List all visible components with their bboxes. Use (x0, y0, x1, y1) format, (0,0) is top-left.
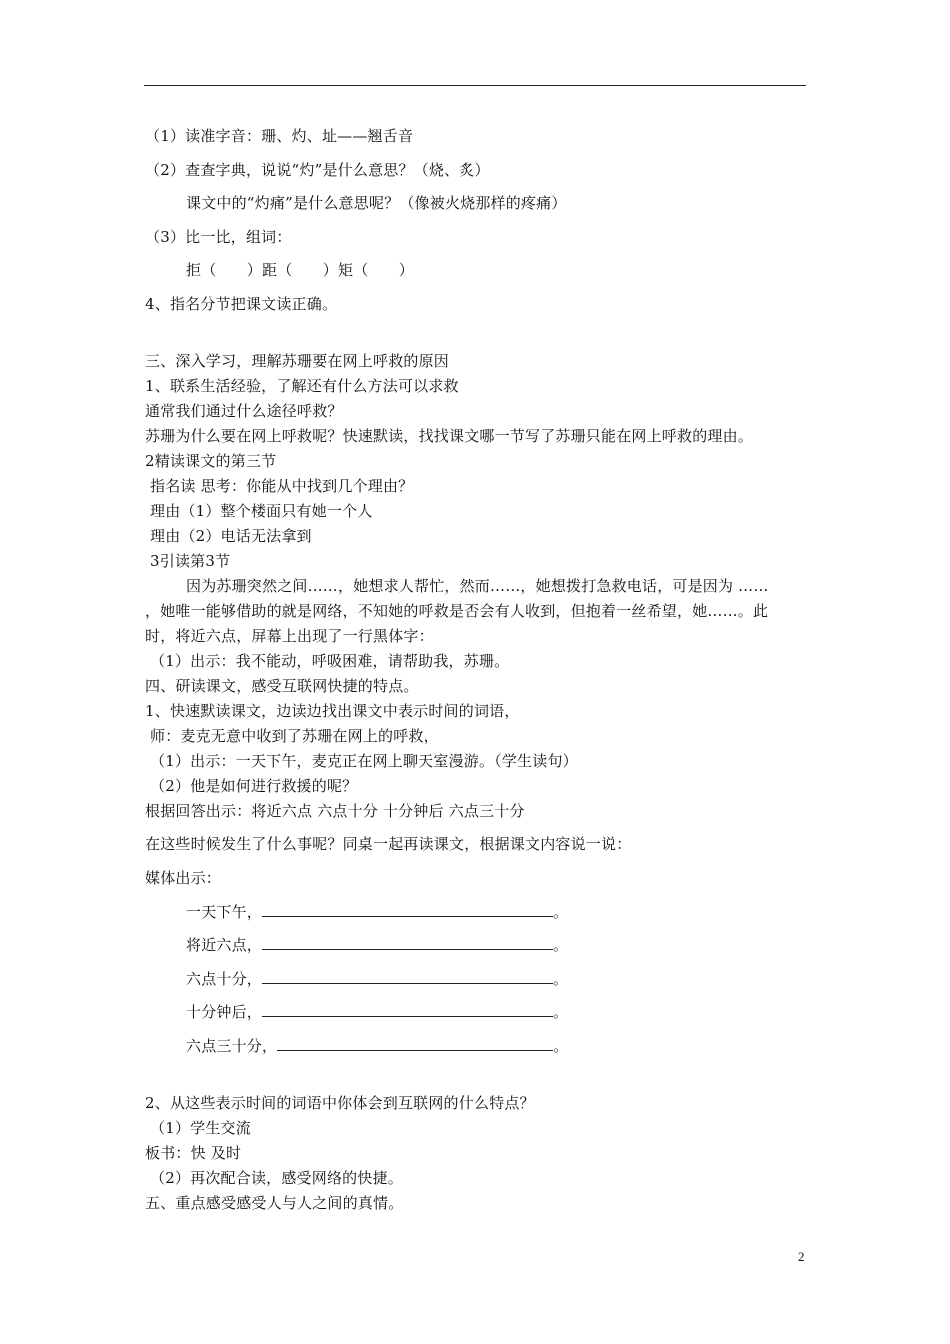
fill-in-label: 六点十分， (186, 970, 263, 988)
fill-in-end: 。 (553, 903, 569, 921)
fill-in-end: 。 (553, 1003, 569, 1021)
text-line: 理由（1）整个楼面只有她一个人 (150, 502, 373, 520)
text-line: 在这些时候发生了什么事呢？同桌一起再读课文，根据课文内容说一说： (145, 835, 632, 853)
text-line: （1）出示：一天下午，麦克正在网上聊天室漫游。（学生读句） (150, 752, 578, 770)
text-line: 4、指名分节把课文读正确。 (145, 295, 338, 313)
fill-in-line (186, 969, 568, 989)
text-line: （1）学生交流 (150, 1119, 251, 1137)
header-rule (144, 85, 806, 86)
fill-in-line (186, 935, 568, 955)
fill-in-end: 。 (553, 1037, 569, 1055)
text-line: 理由（2）电话无法拿到 (150, 527, 312, 545)
text-line: 拒（ ）距（ ）矩（ ） (186, 261, 415, 279)
text-line: 课文中的“灼痛”是什么意思呢？（像被火烧那样的疼痛） (186, 194, 567, 212)
text-line: （2）查查字典，说说“灼”是什么意思？（烧、炙） (145, 161, 490, 179)
text-line: 板书：快 及时 (145, 1144, 242, 1162)
text-line: 根据回答出示：将近六点 六点十分 十分钟后 六点三十分 (145, 802, 525, 820)
section-heading: 五、重点感受感受人与人之间的真情。 (145, 1194, 404, 1212)
text-line: （1）读准字音：珊、灼、址——翘舌音 (145, 127, 414, 145)
fill-in-line (186, 902, 568, 922)
fill-in-blank[interactable] (262, 1002, 553, 1017)
fill-in-blank[interactable] (262, 902, 553, 917)
fill-in-end: 。 (553, 936, 569, 954)
text-line: 苏珊为什么要在网上呼救呢？快速默读，找找课文哪一节写了苏珊只能在网上呼救的理由。 (145, 427, 754, 445)
text-line: 时，将近六点，屏幕上出现了一行黑体字： (145, 627, 434, 645)
section-heading: 四、研读课文，感受互联网快捷的特点。 (145, 677, 419, 695)
fill-in-line (186, 1036, 568, 1056)
text-line: （1）出示：我不能动，呼吸困难，请帮助我，苏珊。 (150, 652, 510, 670)
text-line: 通常我们通过什么途径呼救？ (145, 402, 343, 420)
page-number: 2 (798, 1249, 805, 1264)
text-line: 2、从这些表示时间的词语中你体会到互联网的什么特点？ (145, 1094, 535, 1112)
text-line: （2）再次配合读，感受网络的快捷。 (150, 1169, 403, 1187)
text-line: 1、联系生活经验，了解还有什么方法可以求救 (145, 377, 459, 395)
text-line: 媒体出示： (145, 869, 222, 887)
fill-in-line (186, 1002, 568, 1022)
section-heading: 三、深入学习，理解苏珊要在网上呼救的原因 (145, 352, 450, 370)
fill-in-blank[interactable] (277, 1036, 553, 1051)
text-line: （2）他是如何进行救援的呢？ (150, 777, 358, 795)
text-line: 1、快速默读课文，边读边找出课文中表示时间的词语， (145, 702, 520, 720)
text-line: ，她唯一能够借助的就是网络，不知她的呼救是否会有人收到，但抱着一丝希望，她……。此 (145, 602, 769, 620)
fill-in-label: 六点三十分， (186, 1037, 278, 1055)
fill-in-blank[interactable] (262, 969, 553, 984)
fill-in-label: 十分钟后， (186, 1003, 263, 1021)
text-line: 指名读 思考：你能从中找到几个理由？ (150, 477, 414, 495)
fill-in-end: 。 (553, 970, 569, 988)
fill-in-label: 将近六点， (186, 936, 263, 954)
text-line: 3引读第3节 (150, 552, 231, 570)
fill-in-label: 一天下午， (186, 903, 263, 921)
text-line: （3）比一比，组词： (145, 228, 292, 246)
fill-in-blank[interactable] (262, 935, 553, 950)
text-line: 因为苏珊突然之间……，她想求人帮忙，然而……，她想拨打急救电话，可是因为 …… (186, 577, 769, 595)
text-line: 师：麦克无意中收到了苏珊在网上的呼救， (150, 727, 439, 745)
text-line: 2精读课文的第三节 (145, 452, 277, 470)
